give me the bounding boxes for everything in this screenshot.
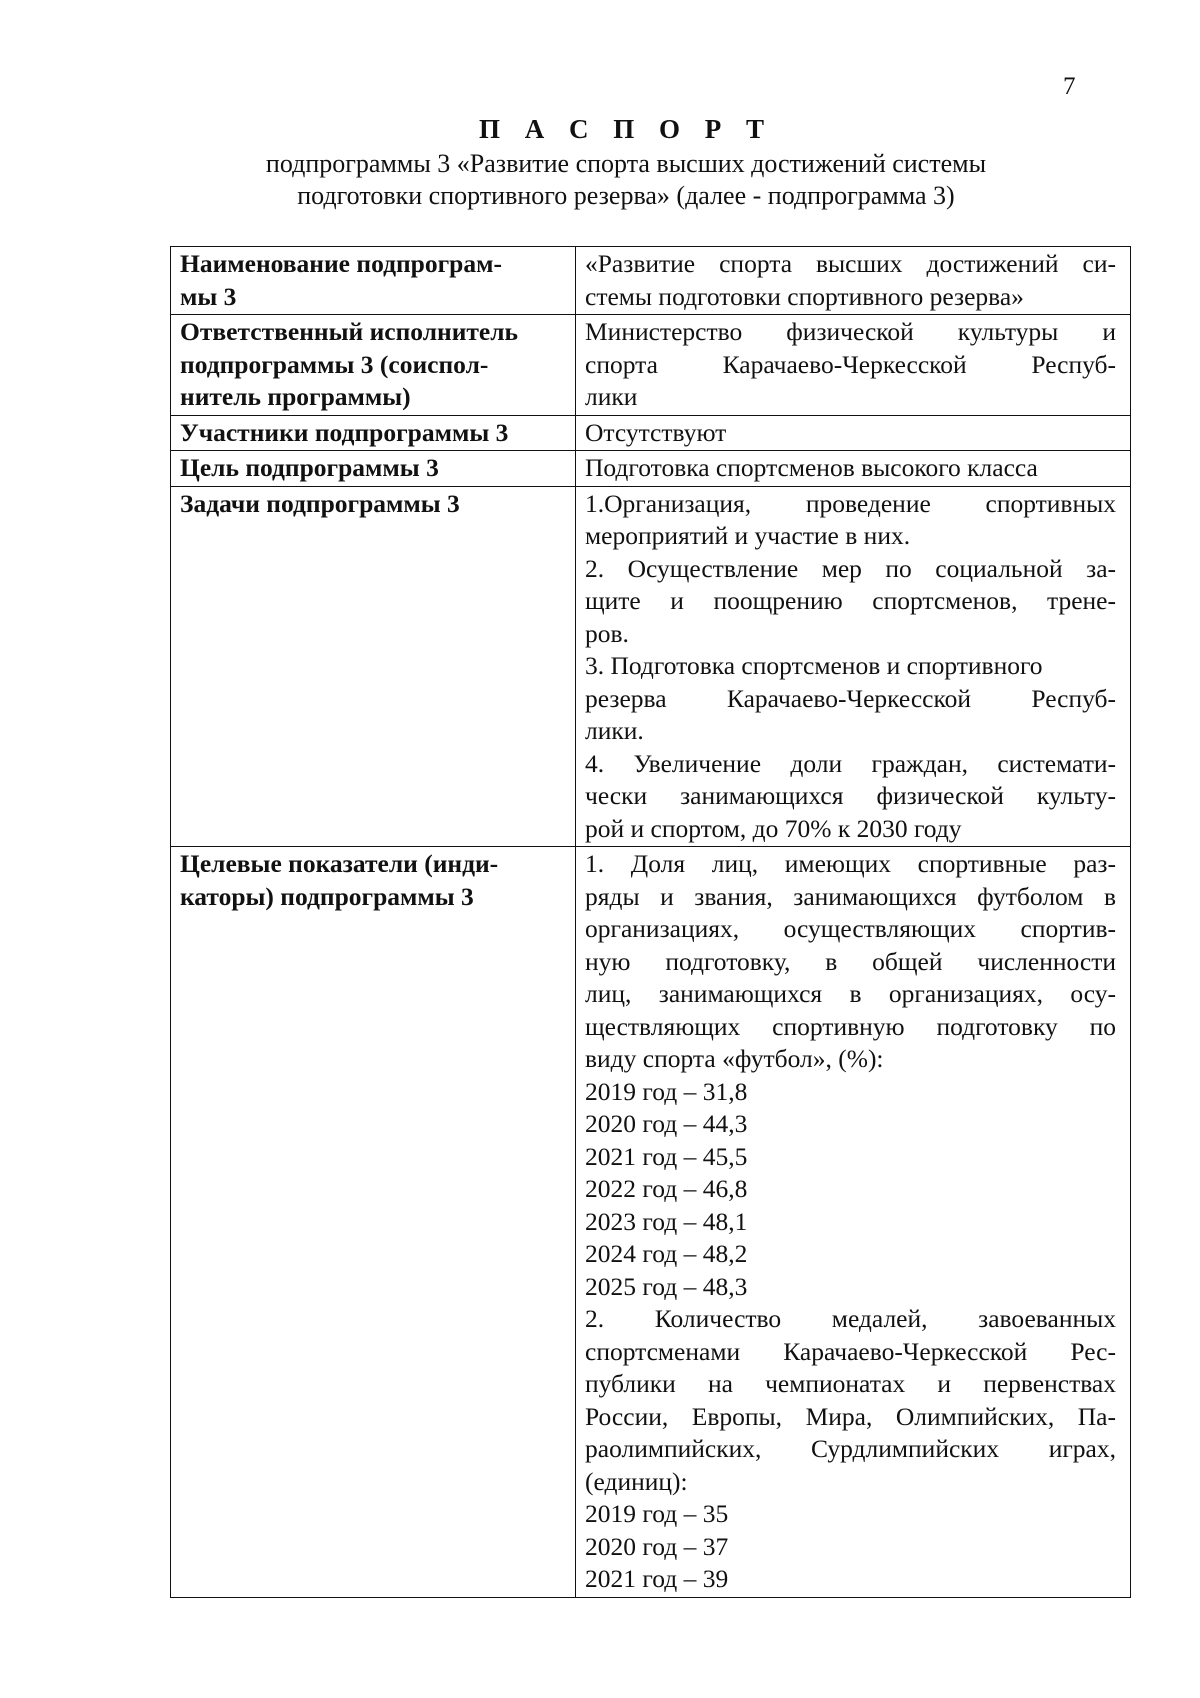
value-line: (единиц): <box>585 1466 688 1496</box>
subtitle-line: подготовки спортивного резерва» (далее - подпрограмма 3) <box>297 181 955 210</box>
page-number: 7 <box>1063 73 1076 100</box>
value-line: Отсутствуют <box>585 417 727 447</box>
value-line: Министерство физической культуры и <box>585 317 1116 346</box>
label-line: мы 3 <box>180 281 237 311</box>
label-line: Цель подпрограммы 3 <box>180 453 439 482</box>
value-line: спорта Карачаево-Черкесской Респуб- <box>585 349 1116 379</box>
row-label <box>171 486 576 847</box>
value-line: виду спорта «футбол», (%): <box>585 1044 884 1073</box>
row-value <box>576 315 1131 416</box>
value-line: 2019 год – 31,8 <box>585 1076 748 1106</box>
value-line: ров. <box>585 618 629 648</box>
passport-row <box>171 486 1131 847</box>
value-line: мероприятий и участие в них. <box>585 521 911 550</box>
label-line: подпрограммы 3 (соиспол- <box>180 349 489 379</box>
value-line: публики на чемпионатах и первенствах <box>585 1369 1116 1398</box>
value-line: лиц, занимающихся в организациях, осу- <box>585 979 1116 1008</box>
row-label <box>171 415 576 451</box>
row-label <box>171 451 576 487</box>
passport-row <box>171 247 1131 315</box>
label-line: Задачи подпрограммы 3 <box>180 488 460 518</box>
label-line: Участники подпрограммы 3 <box>180 417 509 447</box>
value-line: «Развитие спорта высших достижений си- <box>585 249 1116 278</box>
value-line: ществляющих спортивную подготовку по <box>585 1011 1116 1041</box>
value-line: чески занимающихся физической культу- <box>585 781 1116 810</box>
value-line: 1. Доля лиц, имеющих спортивные раз- <box>585 849 1116 878</box>
document-title: П А С П О Р Т <box>478 114 773 144</box>
label-line: нитель программы) <box>180 382 411 411</box>
row-value <box>576 451 1131 487</box>
passport-row <box>171 451 1131 487</box>
row-value <box>576 847 1131 1598</box>
value-line: 2. Осуществление мер по социальной за- <box>585 553 1116 583</box>
document-subtitle <box>0 148 1200 212</box>
value-line: 3. Подготовка спортсменов и спортивного <box>585 651 1043 680</box>
value-line: спортсменами Карачаево-Черкесской Рес- <box>585 1336 1116 1366</box>
value-line: 4. Увеличение доли граждан, системати- <box>585 748 1116 778</box>
value-line: 2021 год – 45,5 <box>585 1141 748 1171</box>
value-line: лики <box>585 382 638 411</box>
row-value <box>576 415 1131 451</box>
row-value <box>576 486 1131 847</box>
label-line: каторы) подпрограммы 3 <box>180 881 474 911</box>
row-label <box>171 847 576 1598</box>
value-line: щите и поощрению спортсменов, трене- <box>585 586 1116 615</box>
label-line: Наименование подпрограм- <box>180 249 502 278</box>
value-line: 2020 год – 37 <box>585 1531 729 1561</box>
value-line: 2023 год – 48,1 <box>585 1206 748 1236</box>
passport-row <box>171 315 1131 416</box>
value-line: организациях, осуществляющих спортив- <box>585 914 1116 943</box>
value-line: ную подготовку, в общей численности <box>585 946 1116 976</box>
value-line: ряды и звания, занимающихся футболом в <box>585 881 1116 911</box>
value-line: России, Европы, Мира, Олимпийских, Па- <box>585 1401 1116 1431</box>
value-line: 2025 год – 48,3 <box>585 1271 748 1301</box>
value-line: 1.Организация, проведение спортивных <box>585 488 1116 518</box>
passport-row <box>171 847 1131 1598</box>
value-line: Подготовка спортсменов высокого класса <box>585 453 1038 482</box>
value-line: 2024 год – 48,2 <box>585 1239 748 1268</box>
value-line: рой и спортом, до 70% к 2030 году <box>585 813 962 843</box>
value-line: 2. Количество медалей, завоеванных <box>585 1304 1116 1333</box>
row-label <box>171 247 576 315</box>
value-line: раолимпийских, Сурдлимпийских играх, <box>585 1434 1116 1463</box>
value-line: лики. <box>585 716 644 745</box>
label-line: Целевые показатели (инди- <box>180 849 499 878</box>
row-value <box>576 247 1131 315</box>
value-line: 2019 год – 35 <box>585 1499 729 1528</box>
value-line: стемы подготовки спортивного резерва» <box>585 281 1024 311</box>
row-label <box>171 315 576 416</box>
passport-row <box>171 415 1131 451</box>
value-line: 2022 год – 46,8 <box>585 1174 748 1203</box>
value-line: 2020 год – 44,3 <box>585 1109 748 1138</box>
subtitle-line: подпрограммы 3 «Развитие спорта высших достижений системы <box>265 149 987 178</box>
value-line: резерва Карачаево-Черкесской Респуб- <box>585 683 1116 713</box>
value-line: 2021 год – 39 <box>585 1564 729 1593</box>
passport-table <box>170 246 1131 1598</box>
label-line: Ответственный исполнитель <box>180 317 519 346</box>
